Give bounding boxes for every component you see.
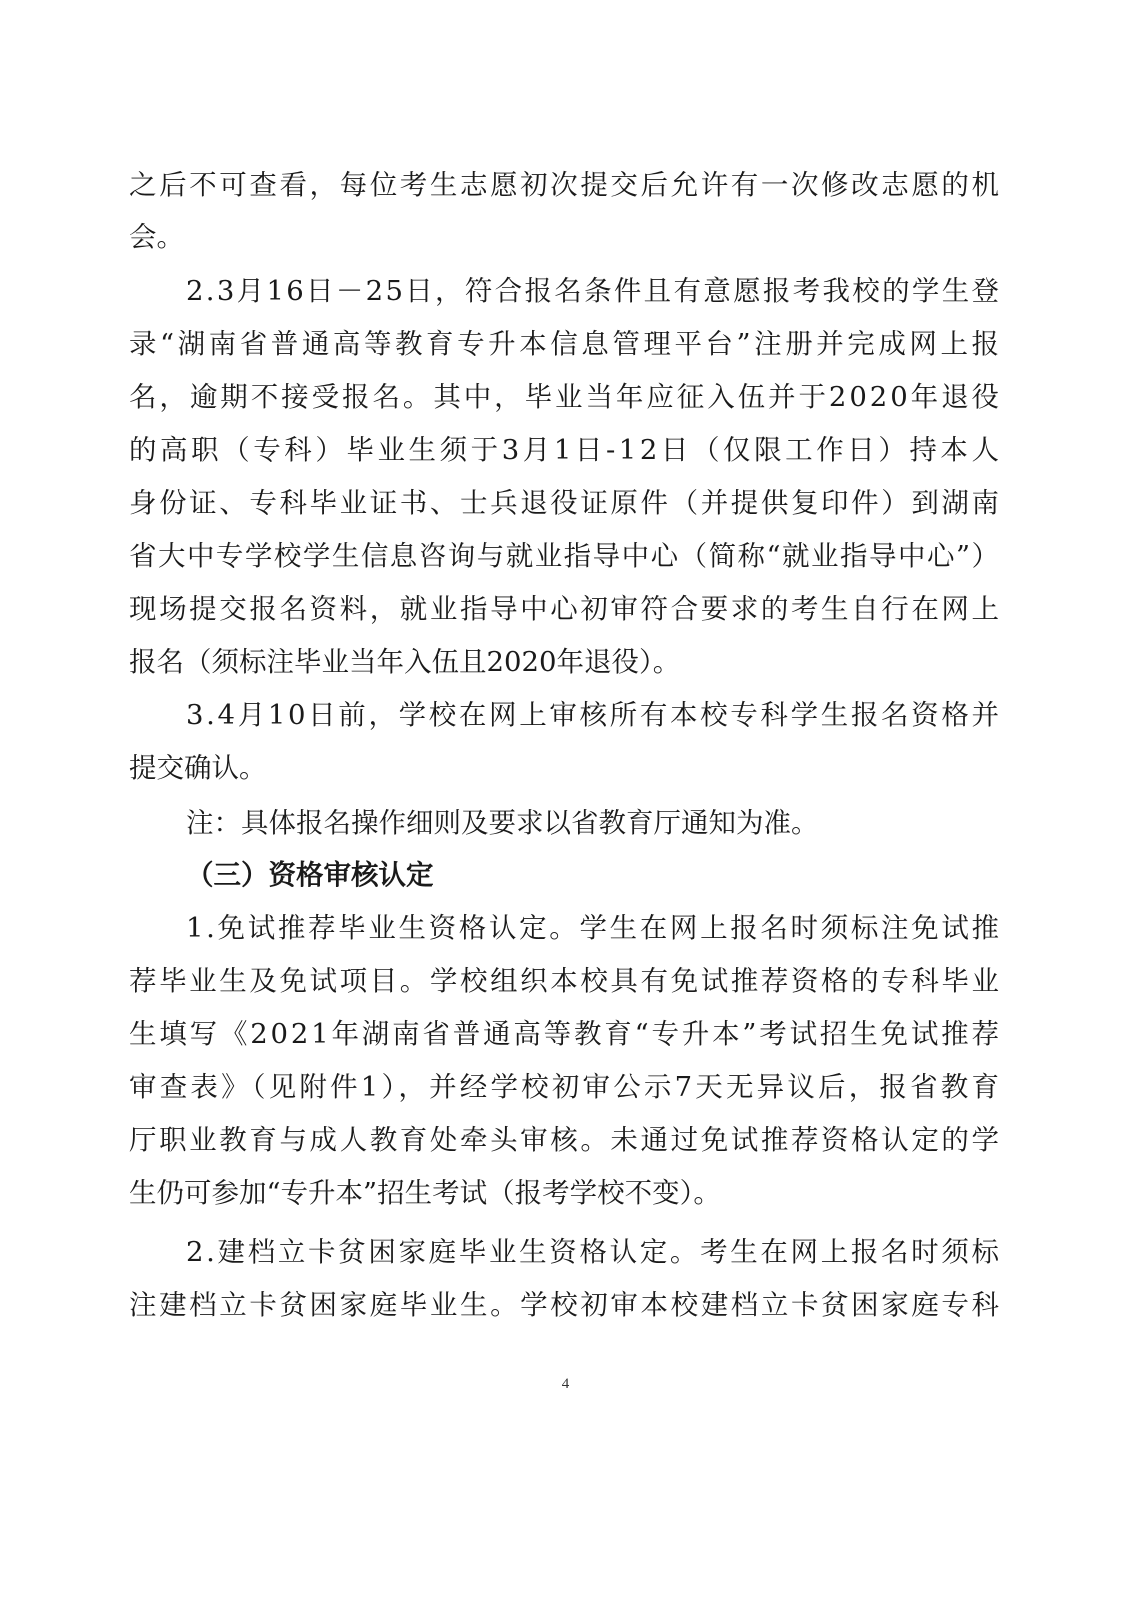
paragraph-text: 审查表》（见附件1），并经学校初审公示7天无异议后，报省教育 (129, 1071, 1003, 1103)
paragraph-line (0, 738, 1131, 798)
paragraph-line (0, 314, 1131, 374)
paragraph-line (0, 951, 1131, 1011)
paragraph-text: 荐毕业生及免试项目。学校组织本校具有免试推荐资格的专科毕业 (129, 965, 1002, 997)
paragraph-line (0, 420, 1131, 480)
paragraph-text: 录“湖南省普通高等教育专升本信息管理平台”注册并完成网上报 (129, 328, 1003, 360)
paragraph-text: 生仍可参加“专升本”招生考试（报考学校不变）。 (129, 1177, 721, 1209)
paragraph-line (0, 685, 1131, 745)
paragraph-line (0, 155, 1131, 215)
paragraph-text: 现场提交报名资料，就业指导中心初审符合要求的考生自行在网上 (129, 593, 1002, 625)
paragraph-line (0, 1275, 1131, 1335)
paragraph-line (0, 207, 1131, 267)
paragraph-text: 生填写《2021年湖南省普通高等教育“专升本”考试招生免试推荐 (129, 1018, 1002, 1050)
paragraph-text: 省大中专学校学生信息咨询与就业指导中心（简称“就业指导中心”） (129, 540, 1001, 572)
paragraph-line (0, 1222, 1131, 1282)
paragraph-line (0, 1004, 1131, 1064)
paragraph-line (0, 1163, 1131, 1223)
paragraph-text: 提交确认。 (129, 752, 267, 784)
section-heading (0, 845, 1131, 905)
paragraph-text: 2.3月16日－25日，符合报名条件且有意愿报考我校的学生登 (186, 275, 1002, 307)
paragraph-text: 1.免试推荐毕业生资格认定。学生在网上报名时须标注免试推 (186, 912, 1002, 944)
paragraph-line (0, 1057, 1131, 1117)
paragraph-line (0, 898, 1131, 958)
paragraph-text: 注：具体报名操作细则及要求以省教育厅通知为准。 (186, 807, 819, 839)
page-number: 4 (561, 1376, 570, 1392)
paragraph-text: 厅职业教育与成人教育处牵头审核。未通过免试推荐资格认定的学 (129, 1124, 1002, 1156)
paragraph-text: 2.建档立卡贫困家庭毕业生资格认定。考生在网上报名时须标 (186, 1236, 1002, 1268)
paragraph-line (0, 579, 1131, 639)
paragraph-line (0, 1110, 1131, 1170)
paragraph-text: 会。 (129, 221, 184, 253)
section-heading-text: （三）资格审核认定 (186, 859, 434, 891)
paragraph-text: 之后不可查看，每位考生志愿初次提交后允许有一次修改志愿的机 (129, 169, 1002, 201)
paragraph-text: 身份证、专科毕业证书、士兵退役证原件（并提供复印件）到湖南 (129, 487, 1002, 519)
paragraph-text: 注建档立卡贫困家庭毕业生。学校初审本校建档立卡贫困家庭专科 (129, 1289, 1002, 1321)
paragraph-line (0, 367, 1131, 427)
paragraph-line (0, 632, 1131, 692)
paragraph-text: 的高职（专科）毕业生须于3月1日-12日（仅限工作日）持本人 (129, 434, 1003, 466)
paragraph-text: 3.4月10日前，学校在网上审核所有本校专科学生报名资格并 (186, 699, 1002, 731)
paragraph-line (0, 473, 1131, 533)
paragraph-text: 名，逾期不接受报名。其中，毕业当年应征入伍并于2020年退役 (129, 381, 1002, 413)
paragraph-line (0, 526, 1131, 586)
paragraph-line (0, 261, 1131, 321)
paragraph-text: 报名（须标注毕业当年入伍且2020年退役）。 (129, 646, 681, 678)
paragraph-line (0, 793, 1131, 853)
